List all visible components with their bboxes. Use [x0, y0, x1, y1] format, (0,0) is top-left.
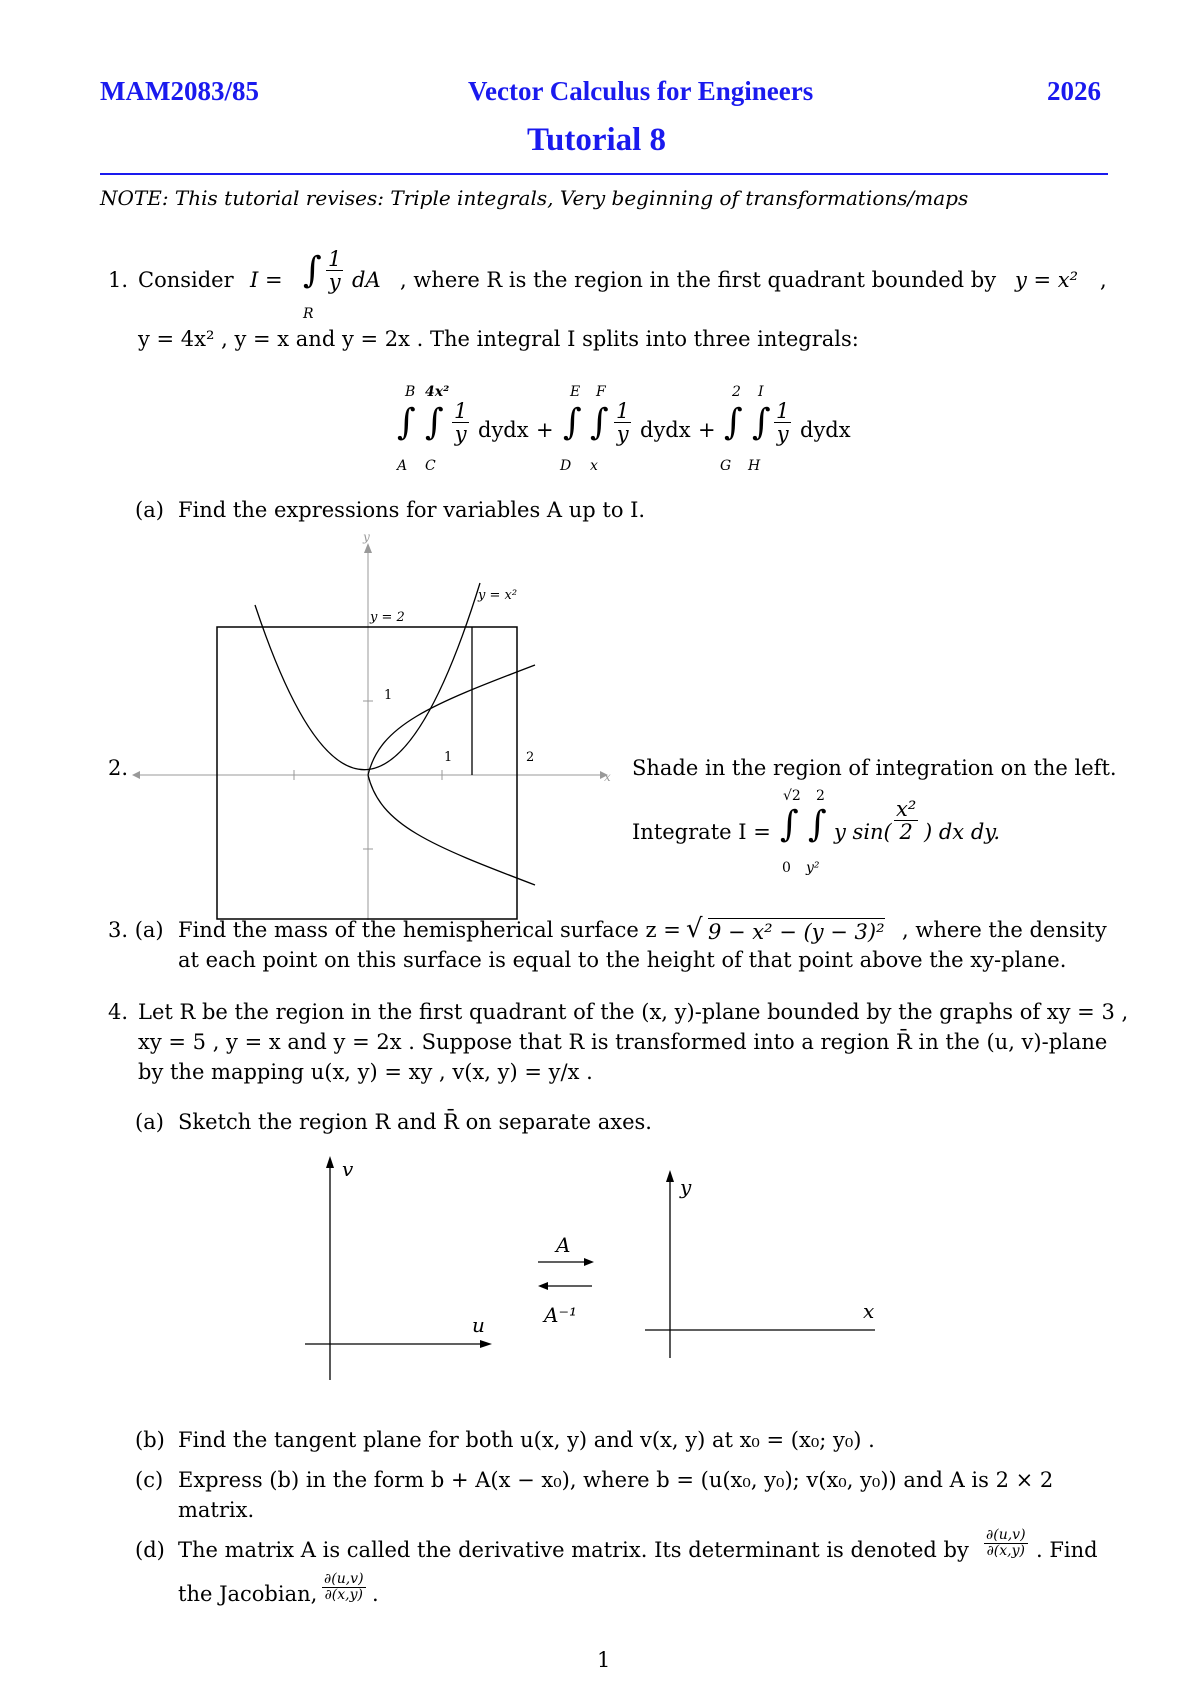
uv-u-label: u — [472, 1313, 485, 1337]
int3-frac-num: 1 — [776, 399, 790, 423]
q2-inner-hi: 2 — [816, 788, 825, 804]
q4-jac-num-1: ∂(u,v) — [986, 1527, 1026, 1543]
q4-line2: xy = 5 , y = x and y = 2x . Suppose that R is transformed into a region R̄ in the (u, v)-plane — [138, 1030, 1108, 1054]
page-number: 1 — [597, 1648, 611, 1672]
q4-part-d-find: . Find — [1036, 1538, 1098, 1562]
q2-frac-den: 2 — [899, 820, 913, 845]
q3-line1-pre: Find the mass of the hemispherical surface z = — [178, 918, 681, 942]
xy-y-arrow — [666, 1170, 674, 1182]
int2-outer-lo: D — [560, 458, 572, 474]
q3-line2: at each point on this surface is equal to the height of that point above the xy-plane. — [178, 948, 1067, 972]
xy-x-label: x — [863, 1299, 875, 1323]
q4-part-c-label: (c) — [135, 1468, 164, 1492]
q2-frac-num: x² — [896, 797, 917, 821]
uv-v-label: v — [342, 1157, 354, 1181]
q2-label-yx2: y = x² — [478, 588, 518, 603]
q4-part-c-line1: Express (b) in the form b + A(x − x₀), where b = (u(x₀, y₀); v(x₀, y₀)) and A is 2 × 2 — [178, 1468, 1054, 1492]
q1-consider: Consider — [138, 268, 234, 292]
q1-dA: dA — [352, 268, 381, 292]
q4-number: 4. — [108, 1000, 129, 1024]
int2-plus: + — [698, 418, 716, 442]
xy-y-label: y — [680, 1175, 692, 1199]
uv-u-arrow — [480, 1340, 492, 1348]
int2-outer-hi: E — [570, 384, 581, 400]
q3-sqrt-sign: √ — [686, 914, 703, 944]
q3-number: 3. (a) — [108, 918, 164, 942]
int3-fraction — [774, 400, 791, 445]
int1-outer-hi: B — [405, 384, 416, 400]
int1-inner-lo: C — [425, 458, 436, 474]
q4-jacobian-frac-2 — [322, 1572, 366, 1602]
q4-axes-diagram — [290, 1150, 910, 1390]
q2-x-arrow-left — [132, 771, 140, 779]
q2-integrand-pre: y sin( — [834, 820, 892, 844]
int1-outer-lo: A — [397, 458, 408, 474]
int3-inner-hi: I — [758, 384, 764, 400]
page-title: Tutorial 8 — [527, 122, 667, 158]
int2-fraction — [614, 400, 631, 445]
course-subject: Vector Calculus for Engineers — [468, 76, 814, 106]
q2-outer-lo: 0 — [782, 860, 791, 876]
q3-line1-post: , where the density — [902, 918, 1107, 942]
q1-frac-den: y — [328, 270, 341, 295]
q2-tick-1y: 1 — [384, 688, 393, 703]
q4-period: . — [372, 1582, 379, 1606]
q1-text1: , where R is the region in the first quadrant bounded by — [400, 268, 997, 292]
q2-instruction: Shade in the region of integration on the left. — [632, 756, 1117, 780]
q4-line1: Let R be the region in the first quadrant of the (x, y)-plane bounded by the graphs of xy = 3 , — [138, 1000, 1129, 1024]
int2-inner-hi: F — [596, 384, 606, 400]
map-Ainv-label: A⁻¹ — [544, 1303, 578, 1327]
uv-v-arrow — [326, 1156, 334, 1168]
map-A-label: A — [556, 1233, 571, 1257]
int3-outer-sign: ∫ — [724, 402, 743, 443]
q1-line2: y = 4x² , y = x and y = 2x . The integral I splits into three integrals: — [138, 327, 859, 351]
q2-axis-x-label: x — [604, 770, 611, 784]
note-text: NOTE: This tutorial revises: Triple integrals, Very beginning of transformations/maps — [100, 186, 969, 210]
q2-inner-sign: ∫ — [808, 804, 827, 845]
int2-frac-den: y — [616, 422, 629, 447]
q2-integrand-post: ) dx dy. — [924, 820, 1001, 844]
int1-plus: + — [536, 418, 554, 442]
course-code: MAM2083/85 — [100, 76, 259, 106]
q2-axis-y-label: y — [363, 530, 370, 544]
q1-integral-sign: ∫ — [303, 250, 322, 291]
q4-part-d-line2: the Jacobian, — [178, 1582, 318, 1606]
course-year: 2026 — [1047, 76, 1101, 106]
q2-curve-sideways-lower — [368, 775, 535, 885]
map-A-arrowhead — [584, 1258, 594, 1266]
q4-part-b: Find the tangent plane for both u(x, y) and v(x, y) at x₀ = (x₀; y₀) . — [178, 1428, 875, 1452]
q2-tick-2x: 2 — [526, 750, 535, 765]
int2-inner-sign: ∫ — [590, 402, 609, 443]
header-rule — [100, 173, 1108, 175]
q2-outer-sign: ∫ — [780, 804, 799, 845]
q2-inner-lo: y² — [806, 860, 820, 876]
q4-part-d-label: (d) — [135, 1538, 165, 1562]
int2-outer-sign: ∫ — [563, 402, 582, 443]
int2-dydx: dydx — [640, 418, 691, 442]
q2-integrate: Integrate I = — [632, 820, 771, 844]
int2-frac-num: 1 — [616, 399, 630, 423]
int1-outer-sign: ∫ — [397, 402, 416, 443]
q1-part-a-label: (a) — [135, 498, 164, 522]
int3-inner-lo: H — [748, 458, 761, 474]
q2-outer-hi: √2 — [783, 788, 801, 804]
q2-tick-1x: 1 — [444, 750, 453, 765]
q2-y-arrow — [364, 543, 372, 553]
q4-part-a: Sketch the region R and R̄ on separate axes. — [178, 1110, 652, 1134]
q4-part-a-label: (a) — [135, 1110, 164, 1134]
q1-I-eq: I = — [250, 268, 283, 292]
int1-inner-hi: 4x² — [425, 384, 450, 400]
int1-dydx: dydx — [478, 418, 529, 442]
int1-frac-den: y — [454, 422, 467, 447]
int1-frac-num: 1 — [454, 399, 468, 423]
q4-part-d-line1: The matrix A is called the derivative matrix. Its determinant is denoted by — [178, 1538, 969, 1562]
q4-jac-den-1: ∂(x,y) — [986, 1542, 1025, 1559]
q2-label-y2: y = 2 — [370, 610, 405, 625]
q1-comma: , — [1100, 268, 1107, 292]
q4-jacobian-frac-1 — [984, 1528, 1028, 1558]
q4-line3: by the mapping u(x, y) = xy , v(x, y) = y/x . — [138, 1060, 593, 1084]
map-Ainv-arrowhead — [538, 1282, 548, 1290]
int3-dydx: dydx — [800, 418, 851, 442]
int3-outer-hi: 2 — [732, 384, 741, 400]
q4-jac-den-2: ∂(x,y) — [324, 1586, 363, 1603]
int1-fraction — [452, 400, 469, 445]
q1-curve1: y = x² — [1015, 268, 1079, 292]
int2-inner-lo: x — [590, 458, 598, 474]
q4-jac-num-2: ∂(u,v) — [324, 1571, 364, 1587]
q2-fraction — [894, 798, 918, 843]
q4-part-b-label: (b) — [135, 1428, 165, 1452]
q4-part-c-line2: matrix. — [178, 1498, 255, 1522]
q1-number: 1. — [108, 268, 129, 292]
q1-fraction — [326, 248, 343, 293]
int3-outer-lo: G — [720, 458, 732, 474]
q2-number: 2. — [108, 756, 129, 780]
q1-frac-num: 1 — [328, 247, 342, 271]
q1-part-a: Find the expressions for variables A up to I. — [178, 498, 646, 522]
int3-frac-den: y — [776, 422, 789, 447]
int1-inner-sign: ∫ — [425, 402, 444, 443]
q3-sqrt-expr: 9 − x² − (y − 3)² — [708, 920, 885, 944]
q2-graph — [130, 525, 620, 925]
q1-region-sub: R — [303, 306, 314, 322]
int3-inner-sign: ∫ — [752, 402, 771, 443]
